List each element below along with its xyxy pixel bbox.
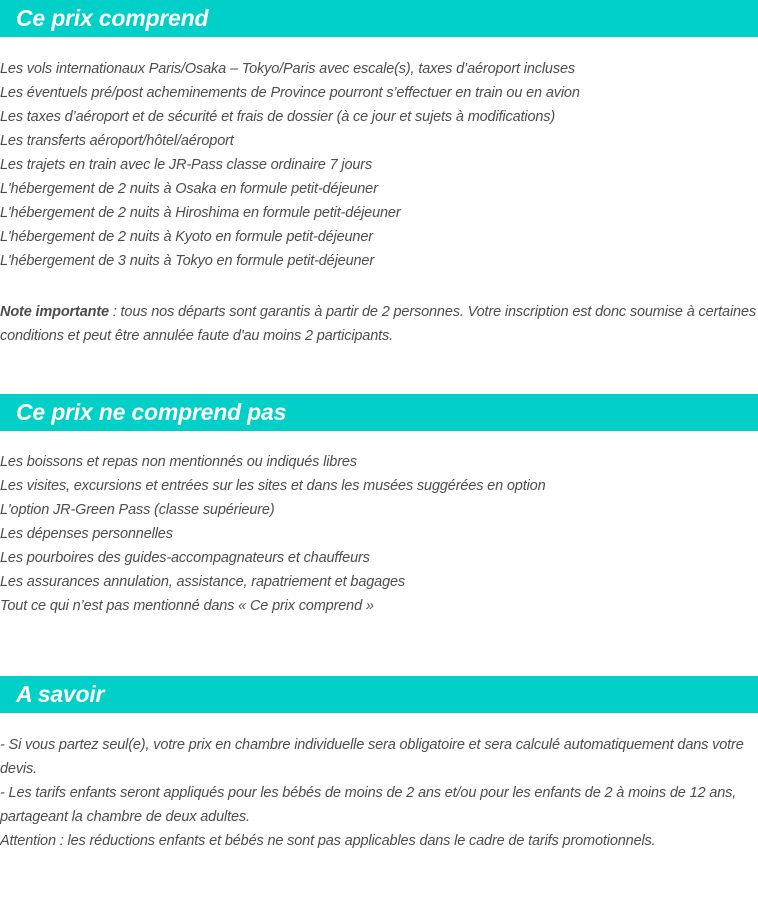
list-item: Les visites, excursions et entrées sur les sites et dans les musées suggérées en option [0, 478, 546, 494]
section-good-to-know [0, 676, 758, 853]
excludes-list [0, 450, 758, 618]
list-item: Les pourboires des guides-accompagnateurs et chauffeurs [0, 550, 370, 566]
section-title: Ce prix comprend [16, 5, 209, 31]
list-item: Les trajets en train avec le JR-Pass classe ordinaire 7 jours [0, 157, 373, 173]
section-spacer [0, 348, 758, 394]
section-title: A savoir [16, 681, 105, 707]
list-item: Les dépenses personnelles [0, 526, 173, 542]
important-note-lead: Note importante [0, 304, 109, 320]
section-body-good-to-know [0, 713, 758, 853]
section-body-price-includes [0, 37, 758, 348]
list-item: L'hébergement de 2 nuits à Osaka en formule petit-déjeuner [0, 181, 378, 197]
section-price-excludes [0, 394, 758, 618]
good-to-know-paragraph: - Les tarifs enfants seront appliqués pour les bébés de moins de 2 ans et/ou pour les enfants de 2 à moins de 12 ans, partageant la chambre de deux adultes. [0, 785, 737, 825]
section-header-price-includes [0, 0, 758, 37]
list-item: Les taxes d’aéroport et de sécurité et frais de dossier (à ce jour et sujets à modifications) [0, 109, 556, 125]
important-note [0, 300, 758, 348]
list-item: Les boissons et repas non mentionnés ou indiqués libres [0, 454, 357, 470]
includes-list [0, 57, 758, 273]
list-item: L'option JR-Green Pass (classe supérieure) [0, 502, 275, 518]
list-item: L'hébergement de 2 nuits à Hiroshima en formule petit-déjeuner [0, 205, 401, 221]
list-item: L'hébergement de 2 nuits à Kyoto en formule petit-déjeuner [0, 229, 373, 245]
list-item: L'hébergement de 3 nuits à Tokyo en formule petit-déjeuner [0, 253, 374, 269]
list-item: Les transferts aéroport/hôtel/aéroport [0, 133, 234, 149]
list-item: Tout ce qui n’est pas mentionné dans « Ce prix comprend » [0, 598, 374, 614]
section-title: Ce prix ne comprend pas [16, 399, 287, 425]
important-note-body: : tous nos départs sont garantis à partir de 2 personnes. Votre inscription est donc soumise à certaines conditions et peut être annulée faute d'au moins 2 participants. [0, 304, 756, 344]
section-header-good-to-know [0, 676, 758, 713]
good-to-know-paragraph: Attention : les réductions enfants et bébés ne sont pas applicables dans le cadre de tarifs promotionnels. [0, 833, 656, 849]
important-note-block [0, 273, 758, 348]
list-item: Les vols internationaux Paris/Osaka – Tokyo/Paris avec escale(s), taxes d’aéroport incluses [0, 61, 575, 77]
section-spacer [0, 618, 758, 676]
good-to-know-paragraph: - Si vous partez seul(e), votre prix en chambre individuelle sera obligatoire et sera calculé automatiquement dans votre devis. [0, 737, 744, 777]
section-body-price-excludes [0, 431, 758, 618]
section-price-includes [0, 0, 758, 348]
section-header-price-excludes [0, 394, 758, 431]
list-item: Les assurances annulation, assistance, rapatriement et bagages [0, 574, 406, 590]
list-item: Les éventuels pré/post acheminements de Province pourront s’effectuer en train ou en avion [0, 85, 580, 101]
